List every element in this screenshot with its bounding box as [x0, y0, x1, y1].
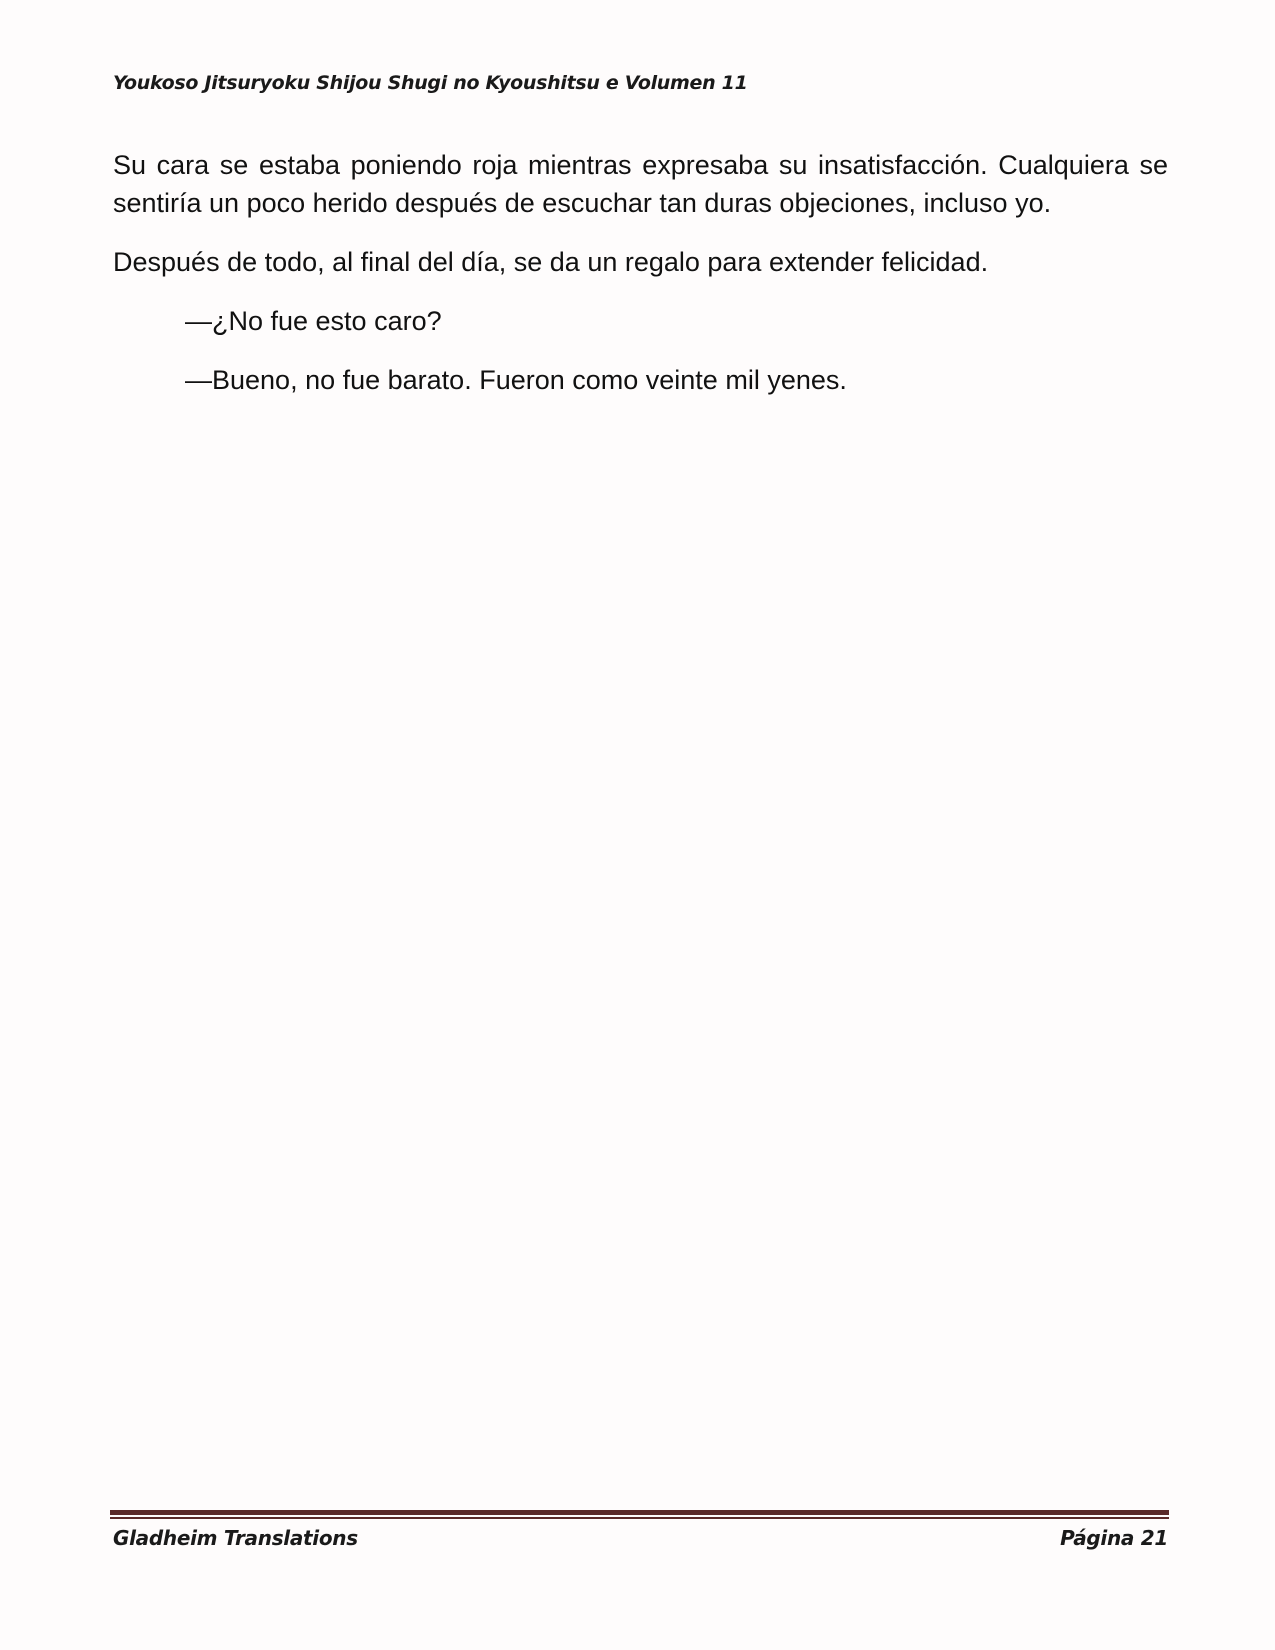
page-number: Página 21 [1060, 1526, 1168, 1550]
footer-divider-thin [110, 1517, 1169, 1519]
dialogue-line: —¿No fue esto caro? [185, 306, 442, 336]
running-header: Youkoso Jitsuryoku Shijou Shugi no Kyoushitsu e Volumen 11 [113, 72, 748, 94]
footer-credit: Gladheim Translations [113, 1526, 358, 1550]
paragraph: Después de todo, al final del día, se da un regalo para extender felicidad. [113, 247, 989, 277]
dialogue-line: —Bueno, no fue barato. Fueron como veinte mil yenes. [185, 365, 847, 395]
body-text [113, 146, 1168, 420]
paragraph: Su cara se estaba poniendo roja mientras expresaba su insatisfacción. Cualquiera se sentiría un poco herido después de escuchar tan duras objeciones, incluso yo. [113, 150, 1168, 218]
footer-divider [110, 1510, 1169, 1519]
